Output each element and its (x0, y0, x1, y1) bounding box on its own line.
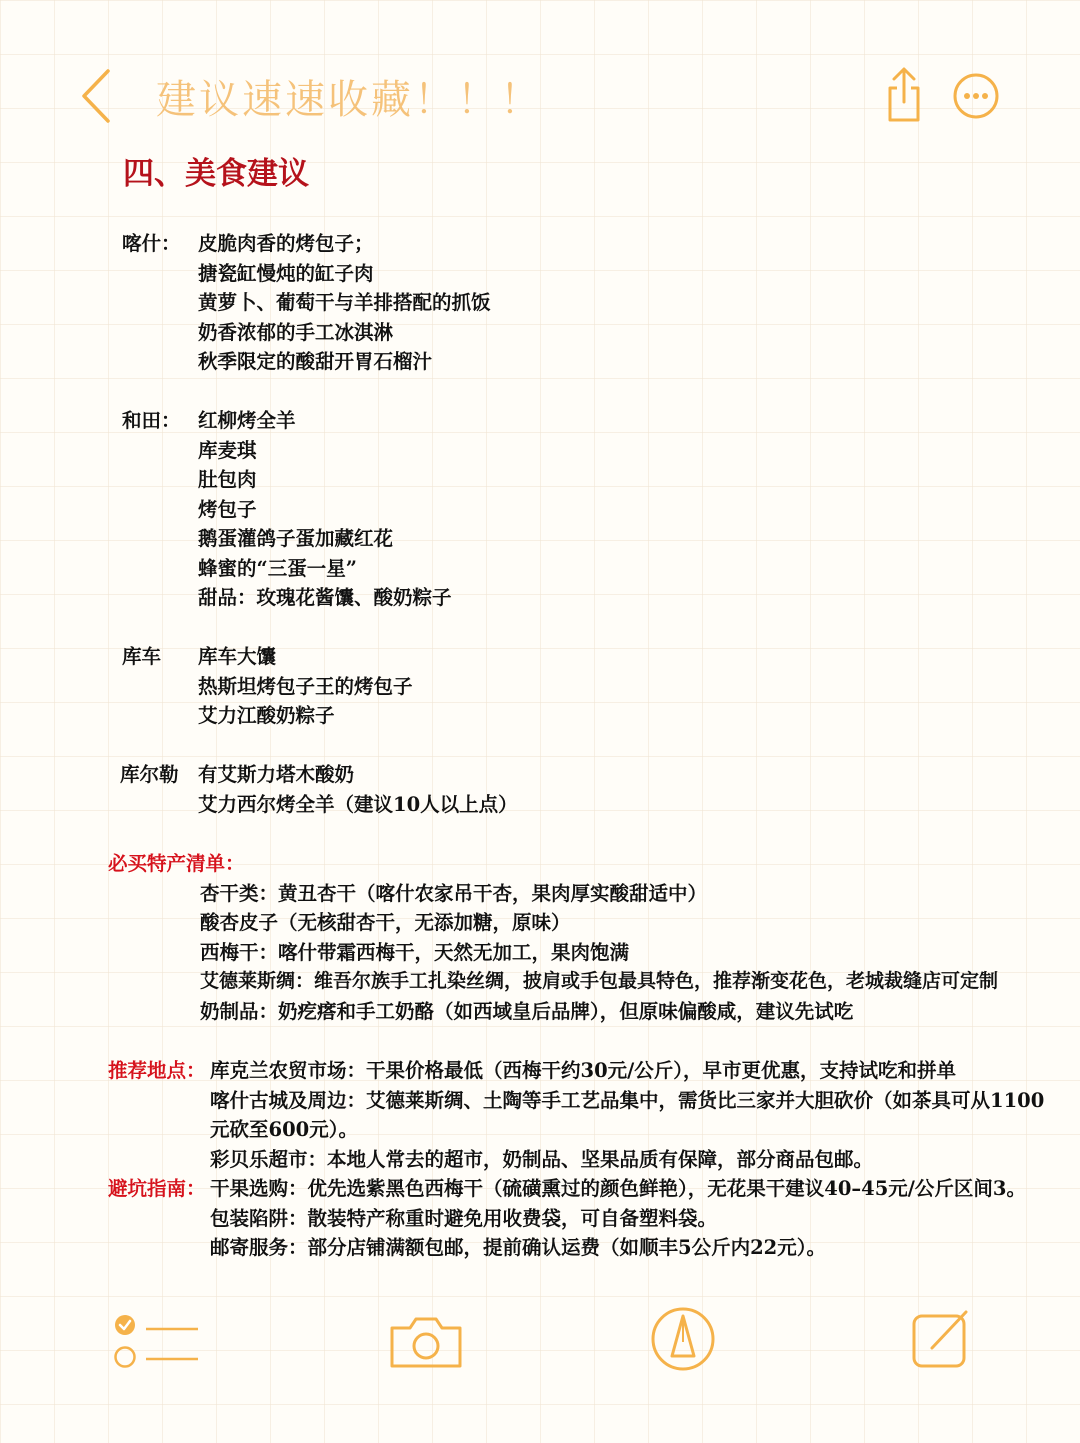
food-item: 热斯坦烤包子王的烤包子 (198, 674, 413, 698)
city-label-hotan: 和田： (122, 409, 181, 432)
food-item: 有艾斯力塔木酸奶 (198, 763, 355, 786)
city-label-kashgar: 喀什： (122, 232, 181, 255)
city-label-korla: 库尔勒 (120, 763, 179, 786)
bottom-toolbar (0, 1290, 1080, 1400)
tips-label: 避坑指南： (108, 1177, 206, 1200)
food-item: 艾力江酸奶粽子 (198, 704, 335, 727)
food-item: 艾力西尔烤全羊（建议10人以上点） (198, 792, 518, 816)
share-button[interactable] (880, 66, 928, 124)
specialty-item: 艾德莱斯绸：维吾尔族手工扎染丝绸，披肩或手包最具特色，推荐渐变花色，老城裁缝店可定制 (200, 970, 999, 992)
tip-item: 干果选购：优先选紫黑色西梅干（硫磺熏过的颜色鲜艳），无花果干建议40–45元/公斤区间3。 (210, 1177, 1026, 1200)
food-item: 秋季限定的酸甜开胃石榴汁 (198, 350, 433, 373)
camera-button[interactable] (388, 1314, 464, 1374)
compose-button[interactable] (910, 1308, 972, 1374)
places-label: 推荐地点： (108, 1059, 206, 1082)
place-item: 库克兰农贸市场：干果价格最低（西梅干约30元/公斤），早市更优惠，支持试吃和拼单 (210, 1059, 957, 1082)
specialty-item: 西梅干：喀什带霜西梅干，天然无加工，果肉饱满 (200, 940, 630, 964)
food-item: 奶香浓郁的手工冰淇淋 (198, 320, 394, 344)
pen-icon (650, 1306, 716, 1372)
specialty-item: 酸杏皮子（无核甜杏干，无添加糖，原味） (200, 911, 571, 934)
more-icon (952, 72, 1000, 120)
place-item: 彩贝乐超市：本地人常去的超市，奶制品、坚果品质有保障，部分商品包邮。 (210, 1147, 874, 1171)
place-item: 元砍至600元）。 (210, 1118, 358, 1141)
page-title: 建议速速收藏！！！ (156, 77, 543, 123)
food-item: 蜂蜜的“三蛋一星” (198, 556, 357, 580)
camera-icon (388, 1314, 464, 1370)
food-item: 库车大馕 (198, 645, 277, 668)
tip-item: 邮寄服务：部分店铺满额包邮，提前确认运费（如顺丰5公斤内22元）。 (210, 1236, 826, 1259)
food-item: 红柳烤全羊 (198, 409, 296, 432)
chevron-left-icon (78, 66, 118, 126)
food-item: 黄萝卜、葡萄干与羊排搭配的抓饭 (198, 291, 491, 314)
checklist-button[interactable] (112, 1310, 204, 1376)
food-item: 甜品：玫瑰花酱馕、酸奶粽子 (198, 586, 452, 609)
place-item: 喀什古城及周边：艾德莱斯绸、土陶等手工艺品集中，需货比三家并大胆砍价（如茶具可从1100 (210, 1088, 1045, 1112)
share-icon (880, 66, 928, 124)
compose-icon (910, 1308, 972, 1370)
food-item: 搪瓷缸慢炖的缸子肉 (198, 261, 374, 285)
tip-item: 包装陷阱：散装特产称重时避免用收费袋，可自备塑料袋。 (210, 1206, 718, 1230)
food-item: 皮脆肉香的烤包子； (198, 232, 374, 255)
food-item: 肚包肉 (198, 468, 257, 491)
specialties-label: 必买特产清单： (108, 852, 245, 875)
food-item: 烤包子 (198, 497, 257, 521)
back-button[interactable] (78, 66, 118, 126)
specialty-item: 杏干类：黄丑杏干（喀什农家吊干杏，果肉厚实酸甜适中） (200, 881, 708, 905)
food-item: 鹅蛋灌鸽子蛋加藏红花 (198, 527, 394, 550)
food-item: 库麦琪 (198, 438, 257, 462)
draw-button[interactable] (650, 1306, 716, 1376)
more-button[interactable] (952, 72, 1000, 120)
checklist-icon (112, 1310, 204, 1372)
specialty-item: 奶制品：奶疙瘩和手工奶酪（如西域皇后品牌），但原味偏酸咸，建议先试吃 (200, 999, 854, 1023)
section-heading: 四、美食建议 (123, 156, 309, 192)
city-label-kuqa: 库车 (122, 645, 162, 668)
